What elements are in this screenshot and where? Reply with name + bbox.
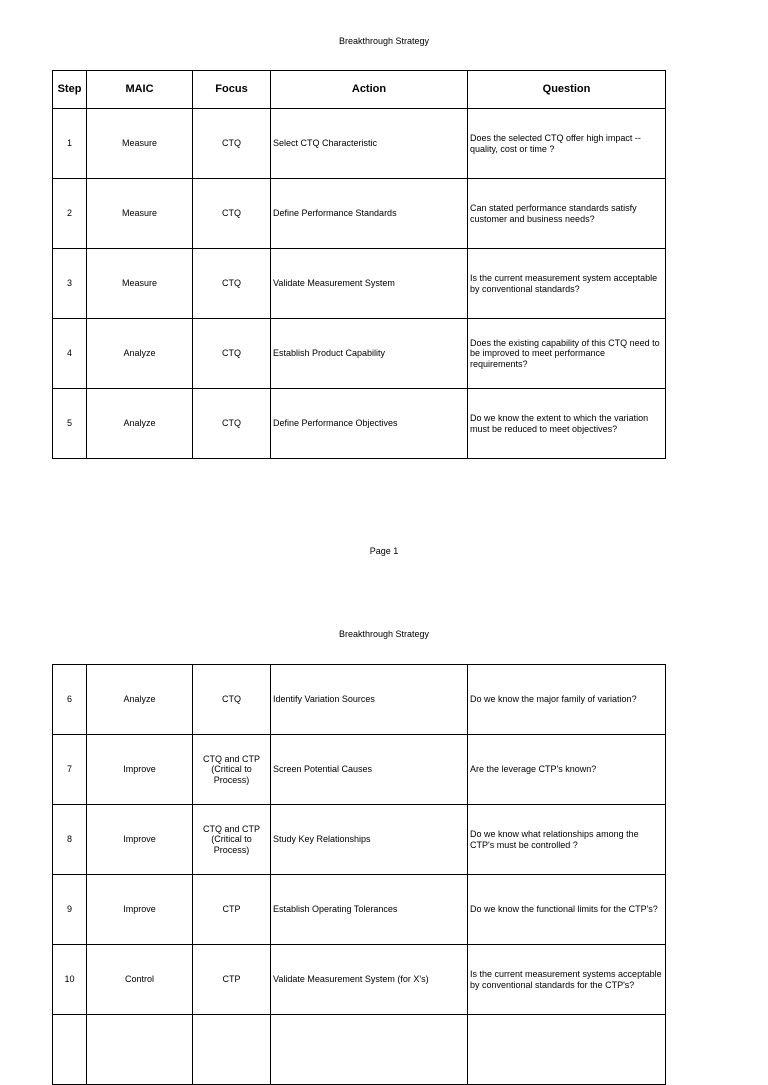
header-step: Step bbox=[53, 71, 87, 109]
focus-cell: CTP bbox=[193, 875, 271, 945]
action-cell: Identify Variation Sources bbox=[271, 665, 468, 735]
focus-cell: CTP bbox=[193, 945, 271, 1015]
action-cell: Validate Measurement System (for X's) bbox=[271, 945, 468, 1015]
step-cell: 2 bbox=[53, 179, 87, 249]
action-cell: Screen Potential Causes bbox=[271, 735, 468, 805]
question-cell: Is the current measurement systems acceptable by conventional standards for the CTP's? bbox=[468, 945, 666, 1015]
focus-cell: CTQ bbox=[193, 319, 271, 389]
table-row bbox=[53, 805, 666, 875]
maic-cell: Measure bbox=[87, 179, 193, 249]
step-cell: 3 bbox=[53, 249, 87, 319]
strategy-table-page-2 bbox=[52, 664, 666, 1085]
action-cell: Define Performance Objectives bbox=[271, 389, 468, 459]
action-cell: Establish Product Capability bbox=[271, 319, 468, 389]
maic-cell: Measure bbox=[87, 109, 193, 179]
focus-cell: CTQ bbox=[193, 665, 271, 735]
step-cell bbox=[53, 1015, 87, 1085]
strategy-table-page-1 bbox=[52, 70, 666, 459]
maic-cell: Improve bbox=[87, 875, 193, 945]
question-cell: Do we know the functional limits for the CTP's? bbox=[468, 875, 666, 945]
table-row bbox=[53, 249, 666, 319]
action-cell: Define Performance Standards bbox=[271, 179, 468, 249]
table-row bbox=[53, 945, 666, 1015]
step-cell: 5 bbox=[53, 389, 87, 459]
page-2-title: Breakthrough Strategy bbox=[338, 629, 430, 639]
question-cell: Does the selected CTQ offer high impact -- quality, cost or time ? bbox=[468, 109, 666, 179]
maic-cell: Analyze bbox=[87, 665, 193, 735]
action-cell bbox=[271, 1015, 468, 1085]
maic-cell: Measure bbox=[87, 249, 193, 319]
table-row bbox=[53, 319, 666, 389]
question-cell: Do we know what relationships among the CTP's must be controlled ? bbox=[468, 805, 666, 875]
header-focus: Focus bbox=[193, 71, 271, 109]
maic-cell: Improve bbox=[87, 805, 193, 875]
step-cell: 6 bbox=[53, 665, 87, 735]
question-cell bbox=[468, 1015, 666, 1085]
focus-cell: CTQ bbox=[193, 249, 271, 319]
action-cell: Study Key Relationships bbox=[271, 805, 468, 875]
action-cell: Establish Operating Tolerances bbox=[271, 875, 468, 945]
maic-cell: Control bbox=[87, 945, 193, 1015]
question-cell: Can stated performance standards satisfy customer and business needs? bbox=[468, 179, 666, 249]
maic-cell: Analyze bbox=[87, 389, 193, 459]
table-row bbox=[53, 179, 666, 249]
maic-cell: Improve bbox=[87, 735, 193, 805]
header-maic: MAIC bbox=[87, 71, 193, 109]
question-cell: Are the leverage CTP's known? bbox=[468, 735, 666, 805]
focus-cell: CTQ bbox=[193, 109, 271, 179]
step-cell: 8 bbox=[53, 805, 87, 875]
question-cell: Is the current measurement system acceptable by conventional standards? bbox=[468, 249, 666, 319]
question-cell: Do we know the major family of variation? bbox=[468, 665, 666, 735]
step-cell: 7 bbox=[53, 735, 87, 805]
step-cell: 9 bbox=[53, 875, 87, 945]
table-row bbox=[53, 875, 666, 945]
header-action: Action bbox=[271, 71, 468, 109]
header-question: Question bbox=[468, 71, 666, 109]
table-row bbox=[53, 389, 666, 459]
focus-cell bbox=[193, 1015, 271, 1085]
action-cell: Select CTQ Characteristic bbox=[271, 109, 468, 179]
maic-cell bbox=[87, 1015, 193, 1085]
focus-cell: CTQ and CTP (Critical to Process) bbox=[193, 805, 271, 875]
page-number: Page 1 bbox=[369, 546, 399, 556]
table-row bbox=[53, 109, 666, 179]
step-cell: 1 bbox=[53, 109, 87, 179]
focus-cell: CTQ bbox=[193, 389, 271, 459]
action-cell: Validate Measurement System bbox=[271, 249, 468, 319]
question-cell: Do we know the extent to which the variation must be reduced to meet objectives? bbox=[468, 389, 666, 459]
table-row bbox=[53, 1015, 666, 1085]
maic-cell: Analyze bbox=[87, 319, 193, 389]
table-header-row bbox=[53, 71, 666, 109]
table-row bbox=[53, 735, 666, 805]
question-cell: Does the existing capability of this CTQ need to be improved to meet performance requirements? bbox=[468, 319, 666, 389]
step-cell: 4 bbox=[53, 319, 87, 389]
page-1-title: Breakthrough Strategy bbox=[338, 36, 430, 46]
focus-cell: CTQ bbox=[193, 179, 271, 249]
table-row bbox=[53, 665, 666, 735]
focus-cell: CTQ and CTP (Critical to Process) bbox=[193, 735, 271, 805]
step-cell: 10 bbox=[53, 945, 87, 1015]
